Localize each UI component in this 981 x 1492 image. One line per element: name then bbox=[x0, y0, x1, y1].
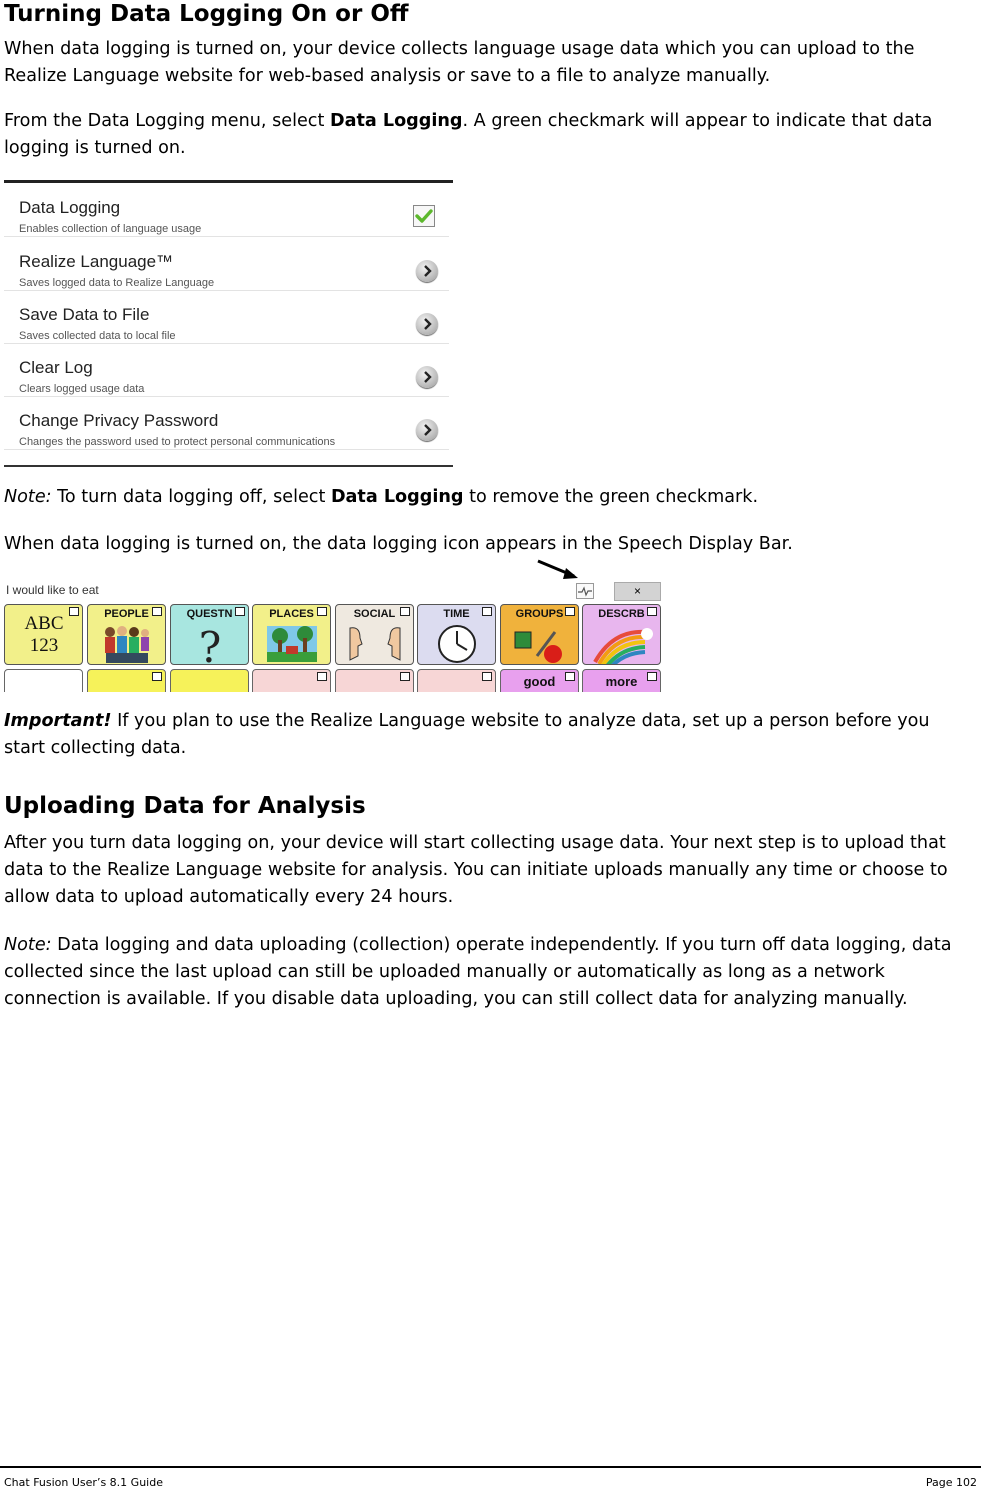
folder-flag-icon bbox=[152, 672, 162, 681]
intro-paragraph: When data logging is turned on, your device collects language usage data which you can upload to the Realize Language website for web-based analysis or save to a file to analyze manually. bbox=[4, 39, 915, 86]
footer-guide-title: Chat Fusion User’s 8.1 Guide bbox=[4, 1476, 163, 1489]
note-independent-paragraph: Note: Data logging and data uploading (collection) operate independently. If you turn off data logging, data collected since the last upload can still be uploaded manually or automatically as long as a network connection is available. If you disable data uploading, you can still collect data for analyzing manually. bbox=[4, 935, 952, 1009]
key-label: TIME bbox=[443, 608, 470, 620]
heading-turning-data-logging: Turning Data Logging On or Off bbox=[4, 1, 409, 27]
key-label: PEOPLE bbox=[104, 608, 149, 620]
folder-flag-icon bbox=[400, 672, 410, 681]
chevron-right-icon[interactable] bbox=[416, 313, 438, 335]
chevron-right-icon[interactable] bbox=[416, 260, 438, 282]
key-social[interactable] bbox=[335, 604, 414, 665]
pointer-arrow-icon bbox=[536, 558, 586, 582]
speech-display-bar bbox=[4, 580, 662, 692]
footer-divider bbox=[0, 1466, 981, 1468]
speech-display-text: I would like to eat bbox=[6, 583, 99, 597]
key-row2-pink[interactable] bbox=[417, 669, 496, 692]
chevron-right-icon[interactable] bbox=[416, 419, 438, 441]
key-people[interactable] bbox=[87, 604, 166, 665]
note-turn-off-paragraph: Note: To turn data logging off, select Data Logging to remove the green checkmark. bbox=[4, 487, 759, 507]
menu-item-title: Realize Language™ bbox=[19, 252, 174, 271]
key-row2-pink[interactable] bbox=[252, 669, 331, 692]
key-groups[interactable] bbox=[500, 604, 579, 665]
data-logging-bold: Data Logging bbox=[330, 487, 464, 507]
key-row2-yellow[interactable] bbox=[87, 669, 166, 692]
key-row2-blank[interactable] bbox=[4, 669, 83, 692]
important-paragraph: Important! If you plan to use the Realize Language website to analyze data, set up a person before you start collecting data. bbox=[4, 711, 930, 758]
uploading-paragraph: After you turn data logging on, your device will start collecting usage data. Your next step is to upload that data to the Realize Language website for analysis. You can initiate uploads manually any time or choose to allow data to upload automatically every 24 hours. bbox=[4, 833, 948, 907]
social-faces-icon bbox=[336, 622, 414, 665]
menu-item-subtitle: Enables collection of language usage bbox=[19, 223, 202, 235]
key-places[interactable] bbox=[252, 604, 331, 665]
key-label: SOCIAL bbox=[353, 608, 396, 620]
key-label: ABC 123 bbox=[24, 613, 64, 656]
menu-item-subtitle: Clears logged usage data bbox=[19, 383, 145, 395]
data-logging-bold: Data Logging bbox=[329, 111, 463, 131]
heading-uploading-data: Uploading Data for Analysis bbox=[4, 793, 366, 819]
places-icon bbox=[253, 622, 331, 665]
people-icon bbox=[88, 622, 166, 665]
data-logging-menu bbox=[4, 180, 453, 467]
groups-icon bbox=[501, 622, 579, 665]
menu-item-subtitle: Changes the password used to protect personal communications bbox=[19, 436, 336, 448]
key-time[interactable] bbox=[417, 604, 496, 665]
note-label: Note: bbox=[4, 487, 52, 507]
menu-item-title: Data Logging bbox=[19, 198, 121, 217]
svg-text:?: ? bbox=[198, 623, 222, 666]
key-questn[interactable] bbox=[170, 604, 249, 665]
key-label: PLACES bbox=[269, 608, 314, 620]
menu-item-realize-language[interactable] bbox=[4, 237, 449, 291]
key-label: DESCRB bbox=[598, 608, 645, 620]
checkmark-checkbox-icon[interactable] bbox=[413, 205, 435, 227]
menu-item-title: Clear Log bbox=[19, 358, 93, 377]
rainbow-icon bbox=[583, 622, 661, 665]
key-more[interactable] bbox=[582, 669, 661, 692]
green-checkmark-icon bbox=[414, 206, 434, 226]
key-good[interactable] bbox=[500, 669, 579, 692]
important-label: Important! bbox=[4, 711, 112, 731]
folder-flag-icon bbox=[317, 672, 327, 681]
menu-item-change-privacy-password[interactable] bbox=[4, 396, 449, 450]
key-label: good bbox=[523, 674, 556, 689]
menu-item-data-logging[interactable] bbox=[4, 183, 449, 237]
folder-flag-icon bbox=[69, 607, 79, 616]
chevron-right-icon[interactable] bbox=[416, 366, 438, 388]
speech-display-paragraph: When data logging is turned on, the data logging icon appears in the Speech Display Bar. bbox=[4, 534, 793, 554]
select-data-logging-paragraph: From the Data Logging menu, select Data Logging. A green checkmark will appear to indicate that data logging is turned on. bbox=[4, 111, 933, 158]
menu-item-title: Save Data to File bbox=[19, 305, 150, 324]
data-logging-icon bbox=[576, 583, 594, 599]
menu-item-save-data-to-file[interactable] bbox=[4, 290, 449, 344]
key-label: GROUPS bbox=[515, 608, 564, 620]
key-descrb[interactable] bbox=[582, 604, 661, 665]
clear-button[interactable]: × bbox=[614, 582, 661, 601]
key-label: more bbox=[605, 674, 638, 689]
key-row2-pink[interactable] bbox=[335, 669, 414, 692]
folder-flag-icon bbox=[482, 672, 492, 681]
key-abc-123[interactable] bbox=[4, 604, 83, 665]
footer-page-number: Page 102 bbox=[925, 1476, 977, 1489]
clock-icon bbox=[418, 622, 496, 665]
menu-item-clear-log[interactable] bbox=[4, 343, 449, 397]
key-label: QUESTN bbox=[186, 608, 233, 620]
key-row2-yellow[interactable] bbox=[170, 669, 249, 692]
menu-item-subtitle: Saves logged data to Realize Language bbox=[19, 277, 215, 289]
menu-item-subtitle: Saves collected data to local file bbox=[19, 330, 176, 342]
question-mark-icon bbox=[171, 620, 249, 665]
menu-item-title: Change Privacy Password bbox=[19, 411, 219, 430]
note-label: Note: bbox=[4, 935, 52, 955]
